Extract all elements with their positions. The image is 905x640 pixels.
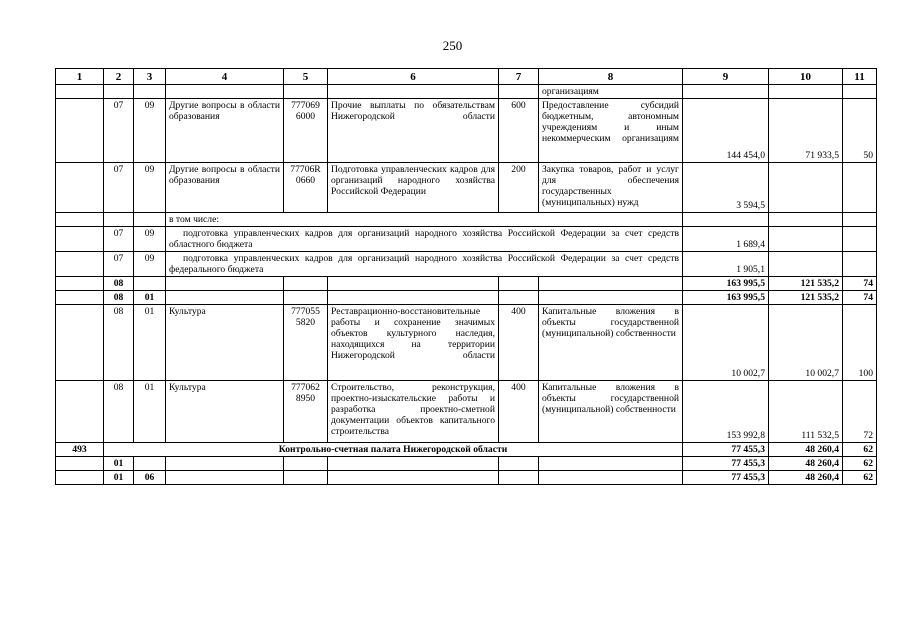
actual-amount: 10 002,7 xyxy=(769,305,843,381)
subsection-code: 06 xyxy=(134,471,166,485)
section-code: 08 xyxy=(104,381,134,443)
department-name: Контрольно-счетная палата Нижегородской области xyxy=(104,443,683,457)
section-code: 07 xyxy=(104,252,134,277)
subsection-code: 01 xyxy=(134,305,166,381)
department-code: 493 xyxy=(56,443,104,457)
subsection-name: Культура xyxy=(166,305,284,381)
table-row xyxy=(56,163,877,213)
expense-type-code: 400 xyxy=(499,305,539,381)
table-header-row xyxy=(56,69,877,85)
actual-amount: 48 260,4 xyxy=(769,471,843,485)
percent-value: 62 xyxy=(843,443,877,457)
including-label: в том числе: xyxy=(166,213,683,227)
header-cell: 8 xyxy=(539,69,683,85)
target-code: 777055 5820 xyxy=(284,305,328,381)
table-row xyxy=(56,381,877,443)
actual-amount: 48 260,4 xyxy=(769,457,843,471)
plan-amount: 1 689,4 xyxy=(683,227,769,252)
subsection-code: 01 xyxy=(134,291,166,305)
table-row xyxy=(56,227,877,252)
plan-amount: 144 454,0 xyxy=(683,99,769,163)
budget-table xyxy=(55,68,877,485)
target-name: Подготовка управленческих кадров для организаций народного хозяйства Российской Федерации xyxy=(328,163,499,213)
header-cell: 6 xyxy=(328,69,499,85)
target-name: Прочие выплаты по обязательствам Нижегородской области xyxy=(328,99,499,163)
expense-type-code: 200 xyxy=(499,163,539,213)
percent-value: 74 xyxy=(843,291,877,305)
expense-type-name: Капитальные вложения в объекты государственной (муниципальной) собственности xyxy=(539,381,683,443)
actual-amount: 71 933,5 xyxy=(769,99,843,163)
expense-type-name: Закупка товаров, работ и услуг для обеспечения государственных (муниципальных) нужд xyxy=(539,163,683,213)
plan-amount: 77 455,3 xyxy=(683,457,769,471)
target-name: Строительство, реконструкция, проектно-изыскательские работы и разработка проектно-сметной документации объектов капитального строительства xyxy=(328,381,499,443)
plan-amount: 10 002,7 xyxy=(683,305,769,381)
expense-type-code: 600 xyxy=(499,99,539,163)
plan-amount: 163 995,5 xyxy=(683,291,769,305)
subsection-code: 09 xyxy=(134,163,166,213)
header-cell: 3 xyxy=(134,69,166,85)
result-type-cell: организациям xyxy=(539,85,683,99)
table-row xyxy=(56,277,877,291)
page-number: 250 xyxy=(442,38,463,53)
actual-amount: 48 260,4 xyxy=(769,443,843,457)
table-row xyxy=(56,99,877,163)
section-code: 07 xyxy=(104,99,134,163)
actual-amount: 111 532,5 xyxy=(769,381,843,443)
header-cell: 11 xyxy=(843,69,877,85)
target-code: 777069 6000 xyxy=(284,99,328,163)
percent-value: 62 xyxy=(843,457,877,471)
subitem-description: подготовка управленческих кадров для организаций народного хозяйства Российской Федерации за счет средств областного бюджета xyxy=(166,227,683,252)
percent-value: 100 xyxy=(843,305,877,381)
plan-amount: 3 594,5 xyxy=(683,163,769,213)
subsection-code: 09 xyxy=(134,227,166,252)
actual-amount: 121 535,2 xyxy=(769,291,843,305)
section-code: 08 xyxy=(104,291,134,305)
target-code: 77706R 0660 xyxy=(284,163,328,213)
subsection-code: 09 xyxy=(134,99,166,163)
section-code: 08 xyxy=(104,305,134,381)
table-row xyxy=(56,457,877,471)
table-row xyxy=(56,85,877,99)
expense-type-name: Предоставление субсидий бюджетным, автономным учреждениям и иным некоммерческим организациям xyxy=(539,99,683,163)
subsection-code: 09 xyxy=(134,252,166,277)
section-code: 08 xyxy=(104,277,134,291)
percent-value: 50 xyxy=(843,99,877,163)
table-row xyxy=(56,443,877,457)
table-row xyxy=(56,252,877,277)
subitem-description: подготовка управленческих кадров для организаций народного хозяйства Российской Федерации за счет средств федерального бюджета xyxy=(166,252,683,277)
header-cell: 5 xyxy=(284,69,328,85)
actual-amount: 121 535,2 xyxy=(769,277,843,291)
percent-value: 72 xyxy=(843,381,877,443)
plan-amount: 1 905,1 xyxy=(683,252,769,277)
plan-amount: 153 992,8 xyxy=(683,381,769,443)
table-row xyxy=(56,471,877,485)
percent-value: 74 xyxy=(843,277,877,291)
subsection-name: Культура xyxy=(166,381,284,443)
expense-type-code: 400 xyxy=(499,381,539,443)
header-cell: 4 xyxy=(166,69,284,85)
percent-value: 62 xyxy=(843,471,877,485)
section-code: 01 xyxy=(104,457,134,471)
header-cell: 7 xyxy=(499,69,539,85)
plan-amount: 163 995,5 xyxy=(683,277,769,291)
header-cell: 1 xyxy=(56,69,104,85)
table-row xyxy=(56,291,877,305)
subsection-name: Другие вопросы в области образования xyxy=(166,163,284,213)
subsection-code: 01 xyxy=(134,381,166,443)
target-name: Реставрационно-восстановительные работы и сохранение значимых объектов культурного наследия, находящихся на территории Нижегородской области xyxy=(328,305,499,381)
expense-type-name: Капитальные вложения в объекты государственной (муниципальной) собственности xyxy=(539,305,683,381)
subsection-name: Другие вопросы в области образования xyxy=(166,99,284,163)
plan-amount: 77 455,3 xyxy=(683,471,769,485)
header-cell: 2 xyxy=(104,69,134,85)
header-cell: 10 xyxy=(769,69,843,85)
section-code: 07 xyxy=(104,227,134,252)
plan-amount: 77 455,3 xyxy=(683,443,769,457)
table-row xyxy=(56,213,877,227)
section-code: 07 xyxy=(104,163,134,213)
target-code: 777062 8950 xyxy=(284,381,328,443)
header-cell: 9 xyxy=(683,69,769,85)
table-row xyxy=(56,305,877,381)
section-code: 01 xyxy=(104,471,134,485)
